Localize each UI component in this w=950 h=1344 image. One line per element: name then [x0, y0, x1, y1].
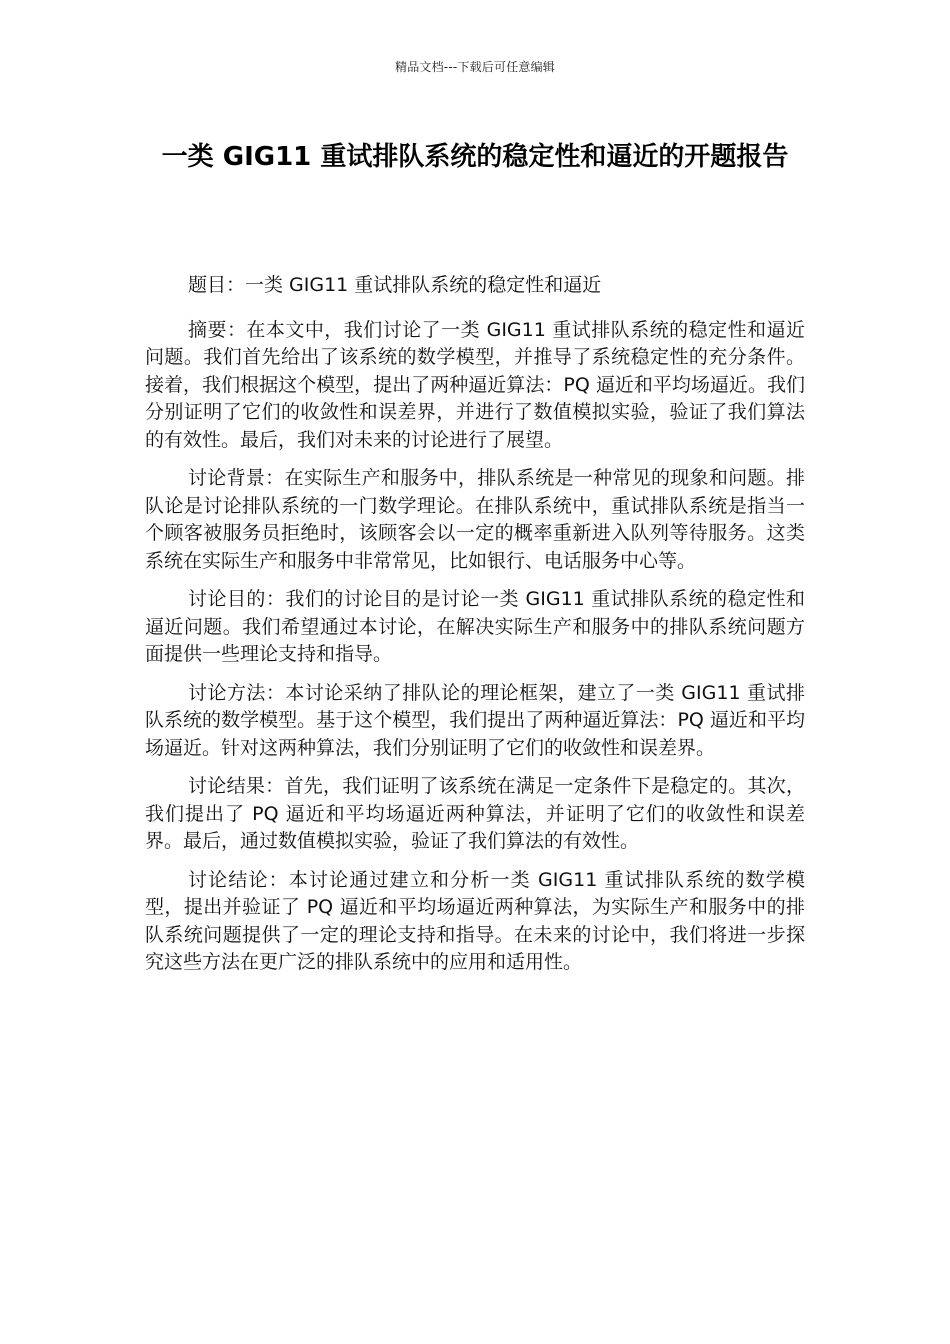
document-body — [145, 272, 805, 988]
document-title: 一类 GIG11 重试排队系统的稳定性和逼近的开题报告 — [161, 142, 789, 172]
paragraph-abstract: 摘要：在本文中，我们讨论了一类 GIG11 重试排队系统的稳定性和逼近问题。我们首先给出了该系统的数学模型，并推导了系统稳定性的充分条件。接着，我们根据这个模型，提出了两种逼近算法：PQ 逼近和平均场逼近。我们分别证明了它们的收敛性和误差界，并进行了数值模拟实验，验证了我们算法的有效性。最后，我们对未来的讨论进行了展望。 — [145, 318, 805, 451]
paragraph-background: 讨论背景：在实际生产和服务中，排队系统是一种常见的现象和问题。排队论是讨论排队系统的一门数学理论。在排队系统中，重试排队系统是指当一个顾客被服务员拒绝时，该顾客会以一定的概率重新进入队列等待服务。这类系统在实际生产和服务中非常常见，比如银行、电话服务中心等。 — [145, 467, 805, 572]
header-note: 精品文档---下载后可任意编辑 — [395, 60, 555, 74]
paragraph-conclusion: 讨论结论：本讨论通过建立和分析一类 GIG11 重试排队系统的数学模型，提出并验证了 PQ 逼近和平均场逼近两种算法，为实际生产和服务中的排队系统问题提供了一定的理论支持和指导。在未来的讨论中，我们将进一步探究这些方法在更广泛的排队系统中的应用和适用性。 — [145, 868, 805, 973]
paragraph-purpose: 讨论目的：我们的讨论目的是讨论一类 GIG11 重试排队系统的稳定性和逼近问题。我们希望通过本讨论，在解决实际生产和服务中的排队系统问题方面提供一些理论支持和指导。 — [145, 588, 805, 665]
paragraph-topic: 题目：一类 GIG11 重试排队系统的稳定性和逼近 — [188, 274, 602, 296]
paragraph-method: 讨论方法：本讨论采纳了排队论的理论框架，建立了一类 GIG11 重试排队系统的数学模型。基于这个模型，我们提出了两种逼近算法：PQ 逼近和平均场逼近。针对这两种算法，我们分别证明了它们的收敛性和误差界。 — [145, 681, 805, 759]
paragraph-results: 讨论结果：首先，我们证明了该系统在满足一定条件下是稳定的。其次，我们提出了 PQ 逼近和平均场逼近两种算法，并证明了它们的收敛性和误差界。最后，通过数值模拟实验，验证了我们算法的有效性。 — [145, 775, 805, 852]
